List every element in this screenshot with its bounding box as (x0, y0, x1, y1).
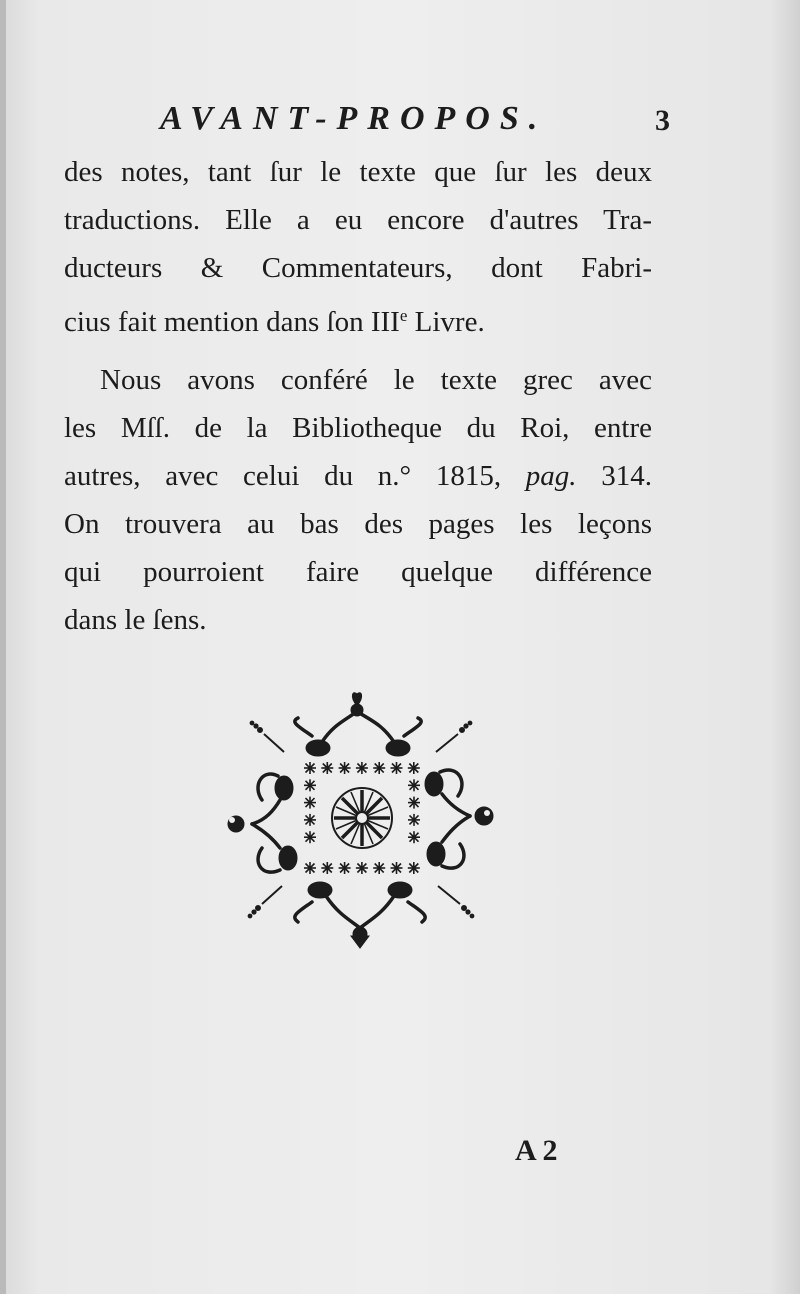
running-head: AVANT-PROPOS. (160, 100, 548, 137)
paragraph-1-line-1: des notes, tant ſur le texte que ſur les deux (64, 156, 652, 188)
star-glyph (304, 862, 316, 874)
fruit-left-bottom (279, 846, 297, 870)
paragraph-2-line-2: les Mſſ. de la Bibliotheque du Roi, entre (64, 412, 652, 444)
fruit-bottom-right (388, 882, 412, 898)
star-glyph (339, 762, 351, 774)
star-glyph (391, 862, 403, 874)
paragraph-1-line-4 (64, 292, 652, 346)
fruit-top-left (306, 740, 330, 756)
fruit-bottom-left (308, 882, 332, 898)
star-glyph (408, 814, 420, 826)
star-glyph (408, 779, 420, 791)
star-glyph (408, 797, 420, 809)
text-fragment: autres, avec celui du n.° 1815, (64, 460, 526, 492)
star-glyph (391, 762, 403, 774)
paragraph-2-line-1: Nous avons conféré le texte grec avec (100, 364, 652, 396)
paragraph-2-line-5: qui pourroient faire quelque différence (64, 556, 652, 588)
central-rosette (332, 788, 392, 848)
flower-right (475, 807, 493, 825)
star-glyph (408, 831, 420, 843)
fruit-top-right (386, 740, 410, 756)
signature-mark: A 2 (515, 1134, 558, 1167)
paragraph-1-line-3: ducteurs & Commentateurs, dont Fabri- (64, 252, 652, 284)
fruit-right-top (425, 772, 443, 796)
page-edge-shadow (0, 0, 6, 1294)
star-glyph (304, 779, 316, 791)
fruit-right-bottom (427, 842, 445, 866)
paragraph-2-line-6: dans le ſens. (64, 604, 207, 636)
flower-left (228, 816, 244, 832)
paragraph-1-line-2: traductions. Elle a eu encore d'autres Tra- (64, 204, 652, 236)
page-header (150, 100, 670, 148)
superscript: e (399, 306, 408, 325)
paragraph-2-line-3 (64, 452, 652, 500)
star-glyph (304, 797, 316, 809)
star-glyph (304, 814, 316, 826)
text-fragment: Livre. (407, 306, 485, 338)
italic-abbreviation: pag. (525, 460, 577, 492)
star-glyph (373, 862, 385, 874)
paragraph-gap (64, 346, 652, 356)
fruit-left-top (275, 776, 293, 800)
star-glyph (373, 762, 385, 774)
star-glyph (356, 862, 368, 874)
star-glyph (304, 762, 316, 774)
flower-bottom (351, 927, 369, 948)
star-glyph (321, 862, 333, 874)
star-glyph (408, 762, 420, 774)
text-fragment: 314. (576, 460, 653, 492)
star-glyph (339, 862, 351, 874)
star-glyph (408, 862, 420, 874)
floral-ornament-vignette (222, 690, 502, 950)
star-glyph (356, 762, 368, 774)
paragraph-2-line-4: On trouvera au bas des pages les leçons (64, 508, 652, 540)
page-number: 3 (655, 104, 670, 137)
star-glyph (321, 762, 333, 774)
star-glyph (304, 831, 316, 843)
text-fragment: cius fait mention dans ſon III (64, 306, 400, 338)
body-text (64, 148, 652, 644)
